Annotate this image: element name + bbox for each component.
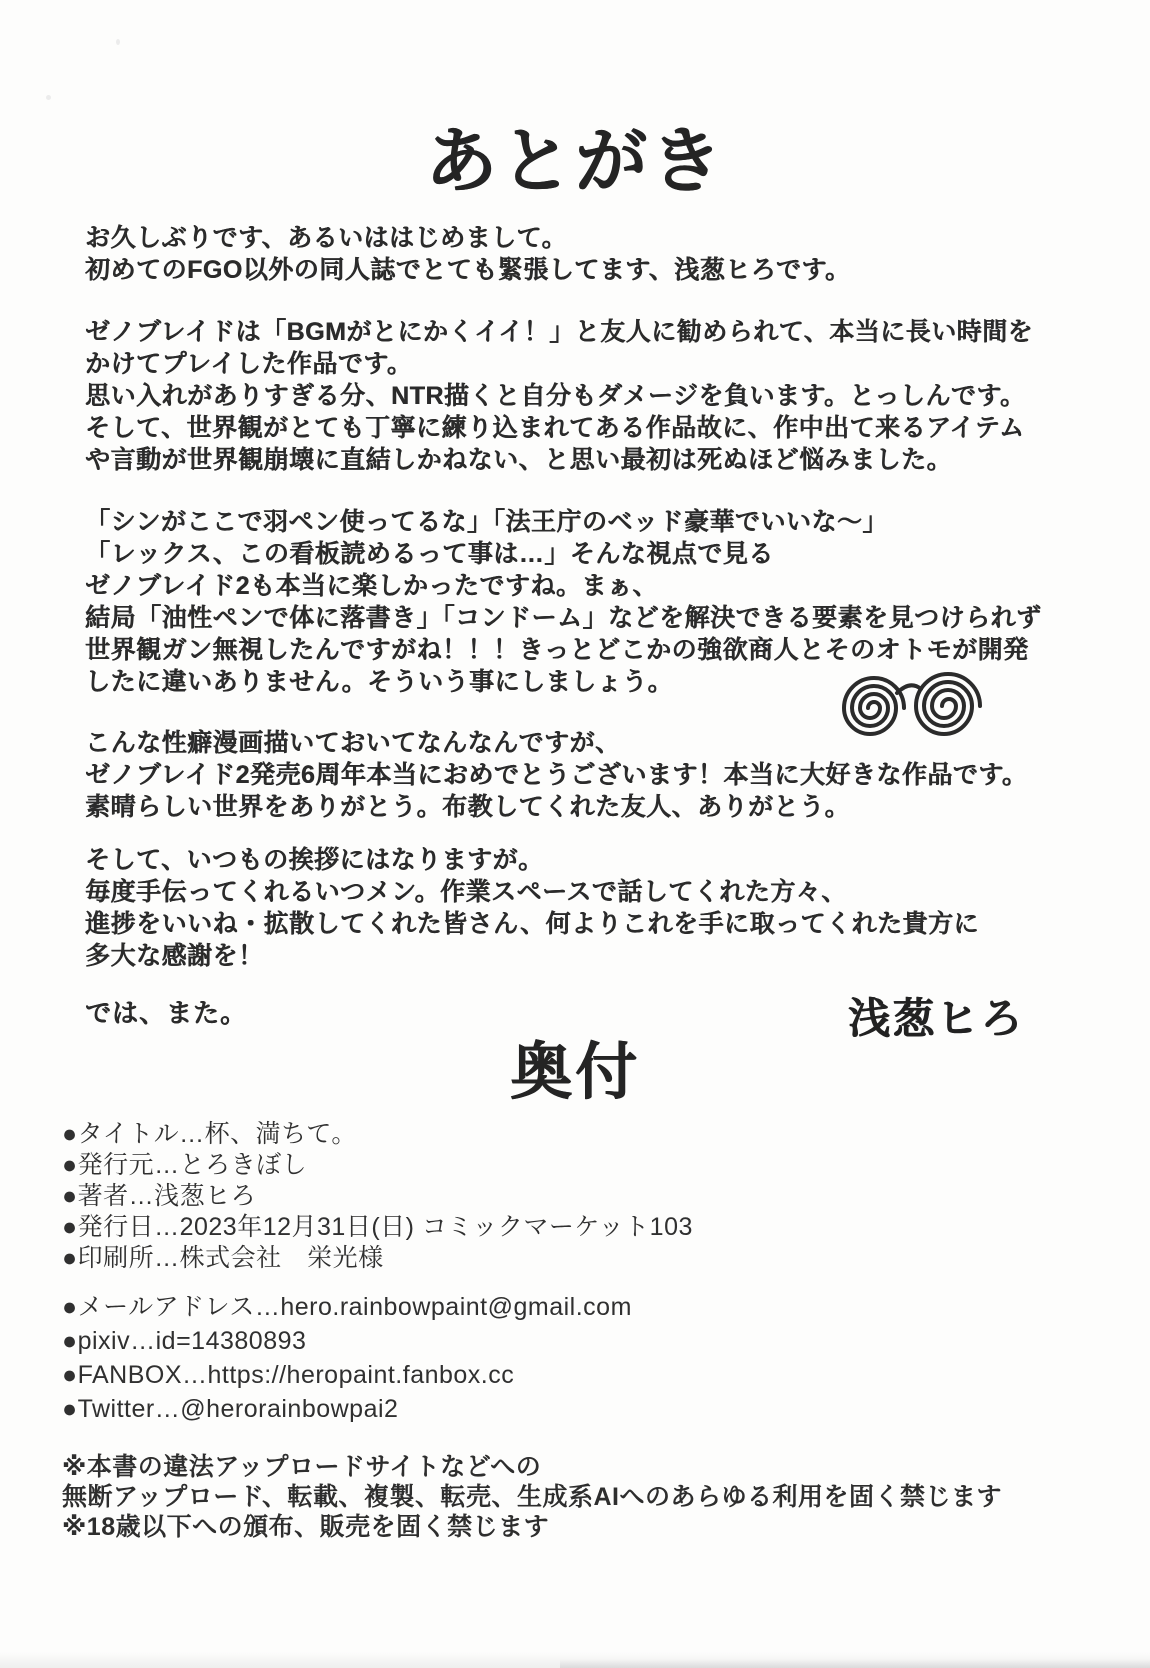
afterword-line: 初めてのFGO以外の同人誌でとても緊張してます、浅葱ヒろです。 [85, 256, 851, 284]
afterword-paragraph-4 [85, 727, 1027, 823]
colophon-heading: 奥付 [509, 1038, 640, 1107]
afterword-line: 素晴らしい世界をありがとう。布教してくれた友人、ありがとう。 [85, 793, 851, 821]
legal-notices [62, 1452, 1002, 1542]
closing-text: では、また。 [85, 998, 248, 1028]
notice-line: ※18歳以下への頒布、販売を固く禁じます [62, 1513, 550, 1541]
author-signature: 浅葱ヒろ [848, 995, 1025, 1042]
afterword-paragraph-1 [85, 222, 850, 286]
afterword-line: したに違いありません。そういう事にしましょう。 [85, 668, 674, 696]
contact-entry-pixiv: ●pixiv…id=14380893 [62, 1327, 307, 1355]
afterword-line: ゼノブレイドは「BGMがとにかくイイ！」と友人に勧められて、本当に長い時間を [85, 318, 1034, 346]
afterword-line: 結局「油性ペンで体に落書き」「コンドーム」などを解決できる要素を見つけられず [85, 604, 1042, 632]
afterword-line: そして、世界観がとても丁寧に練り込まれてある作品故に、作中出て来るアイテム [85, 414, 1025, 442]
afterword-line: お久しぶりです、あるいははじめまして。 [85, 224, 568, 252]
scan-edge-shadow [560, 1659, 1150, 1668]
colophon-publication-list [62, 1119, 693, 1274]
afterword-line: ゼノブレイド2発売6周年本当におめでとうございます！本当に大好きな作品です。 [85, 761, 1028, 789]
afterword-line: 思い入れがありすぎる分、NTR描くと自分もダメージを負います。とっしんです。 [85, 382, 1026, 410]
contact-entry-email: ●メールアドレス…hero.rainbowpaint@gmail.com [62, 1293, 632, 1321]
afterword-line: こんな性癖漫画描いておいてなんなんですが、 [85, 729, 621, 757]
afterword-line: かけてプレイした作品です。 [85, 350, 413, 378]
afterword-line: 「レックス、この看板読めるって事は…」そんな視点で見る [85, 540, 774, 568]
afterword-paragraph-2 [85, 316, 1033, 476]
colophon-entry-author: ●著者…浅葱ヒろ [62, 1182, 257, 1210]
colophon-entry-date: ●発行日…2023年12月31日(日) コミックマーケット103 [62, 1213, 693, 1241]
colophon-contact-list [62, 1290, 632, 1426]
afterword-line: 「シンがここで羽ペン使ってるな」「法王庁のベッド豪華でいいな～」 [85, 508, 888, 536]
afterword-line: 進捗をいいね・拡散してくれた皆さん、何よりこれを手に取ってくれた貴方に [85, 910, 980, 938]
notice-line: ※本書の違法アップロードサイトなどへの [62, 1453, 542, 1481]
colophon-entry-printer: ●印刷所…株式会社 栄光様 [62, 1244, 384, 1272]
afterword-line: 毎度手伝ってくれるいつメン。作業スペースで話してくれた方々、 [85, 878, 847, 906]
afterword-line: 世界観ガン無視したんですがね！！！きっとどこかの強欲商人とそのオトモが開発 [85, 636, 1029, 664]
afterword-paragraph-5 [85, 844, 979, 972]
colophon-entry-publisher: ●発行元…とろきぼし [62, 1151, 308, 1179]
scan-speck [116, 39, 120, 45]
afterword-line: や言動が世界観崩壊に直結しかねない、と思い最初は死ぬほど悩みました。 [85, 446, 953, 474]
afterword-heading: あとがき [424, 122, 725, 202]
afterword-line: 多大な感謝を！ [85, 942, 264, 970]
notice-line: 無断アップロード、転載、複製、転売、生成系AIへのあらゆる利用を固く禁じます [62, 1483, 1003, 1511]
scan-speck [46, 95, 51, 100]
afterword-line: そして、いつもの挨拶にはなりますが。 [85, 846, 544, 874]
contact-entry-twitter: ●Twitter…@herorainbowpai2 [62, 1395, 399, 1423]
colophon-entry-title: ●タイトル…杯、満ちて。 [62, 1120, 357, 1148]
afterword-line: ゼノブレイド2も本当に楽しかったですね。まぁ、 [85, 572, 658, 600]
contact-entry-fanbox: ●FANBOX…https://heropaint.fanbox.cc [62, 1361, 515, 1389]
